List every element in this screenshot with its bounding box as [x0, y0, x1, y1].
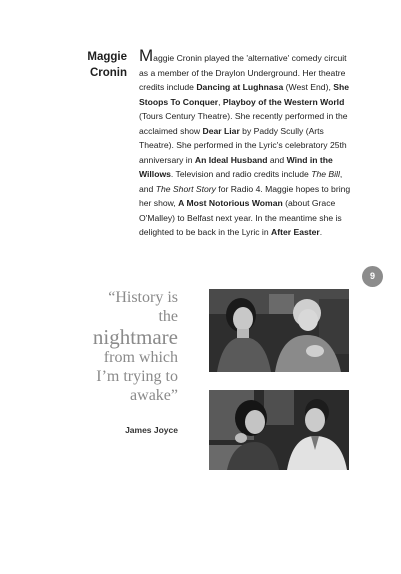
- bio-text: , and: [139, 169, 343, 194]
- quote-line: I’m trying to: [96, 368, 178, 385]
- credit-title: Playboy of the Western World: [222, 96, 345, 107]
- bio-text: (West End),: [283, 82, 334, 92]
- quote-line: from which: [103, 349, 178, 366]
- drop-cap: M: [139, 46, 154, 65]
- credit-title: She Stoops To Conquer: [139, 82, 349, 107]
- quote-line: the: [158, 308, 178, 325]
- bio-text: ,: [218, 96, 223, 107]
- credit-title: Dancing at Lughnasa: [196, 82, 284, 92]
- credit-title: Dear Liar: [202, 125, 240, 136]
- credit-title: An Ideal Husband: [194, 154, 268, 165]
- bio-text: aggie Cronin played the 'alternative' comedy circuit as a member of the Draylon Underground. Her theatre credits include: [139, 53, 347, 92]
- rehearsal-photo-woman-and-man: [209, 390, 349, 470]
- bio-text: for Radio 4. Maggie hopes to bring her show,: [139, 183, 351, 208]
- bio-text: by Paddy Scully (Arts Theatre). She performed in the Lyric's celebratory 25th anniversary in: [139, 125, 347, 165]
- bio-text: and: [267, 154, 287, 165]
- quote-line: “History is: [108, 289, 178, 306]
- quote-line-emphasis: nightmare: [92, 325, 178, 349]
- page-number-badge: 9: [362, 266, 383, 287]
- performer-last-name: Cronin: [89, 67, 127, 79]
- program-title: The Bill: [311, 169, 340, 179]
- quote-author: James Joyce: [125, 425, 178, 435]
- credit-title: After Easter: [271, 227, 320, 237]
- credit-title: A Most Notorious Woman: [178, 198, 283, 208]
- bio-text: (about Grace O'Malley) to Belfast next year. In the meantime she is delighted to be back in the Lyric in: [139, 198, 342, 237]
- performer-biography: [139, 46, 353, 240]
- bio-text: .: [319, 227, 323, 237]
- performer-first-name: Maggie: [87, 51, 127, 63]
- bio-text: . Television and radio credits include: [170, 169, 312, 179]
- program-title: The Short Story: [155, 183, 216, 194]
- quote-line: awake”: [130, 387, 178, 404]
- performer-name: [82, 49, 127, 81]
- credit-title: Wind in the Willows: [139, 154, 333, 179]
- pull-quote: [50, 288, 178, 405]
- rehearsal-photo-two-women: [209, 289, 349, 372]
- bio-text: (Tours Century Theatre). She recently performed in the acclaimed show: [139, 111, 348, 136]
